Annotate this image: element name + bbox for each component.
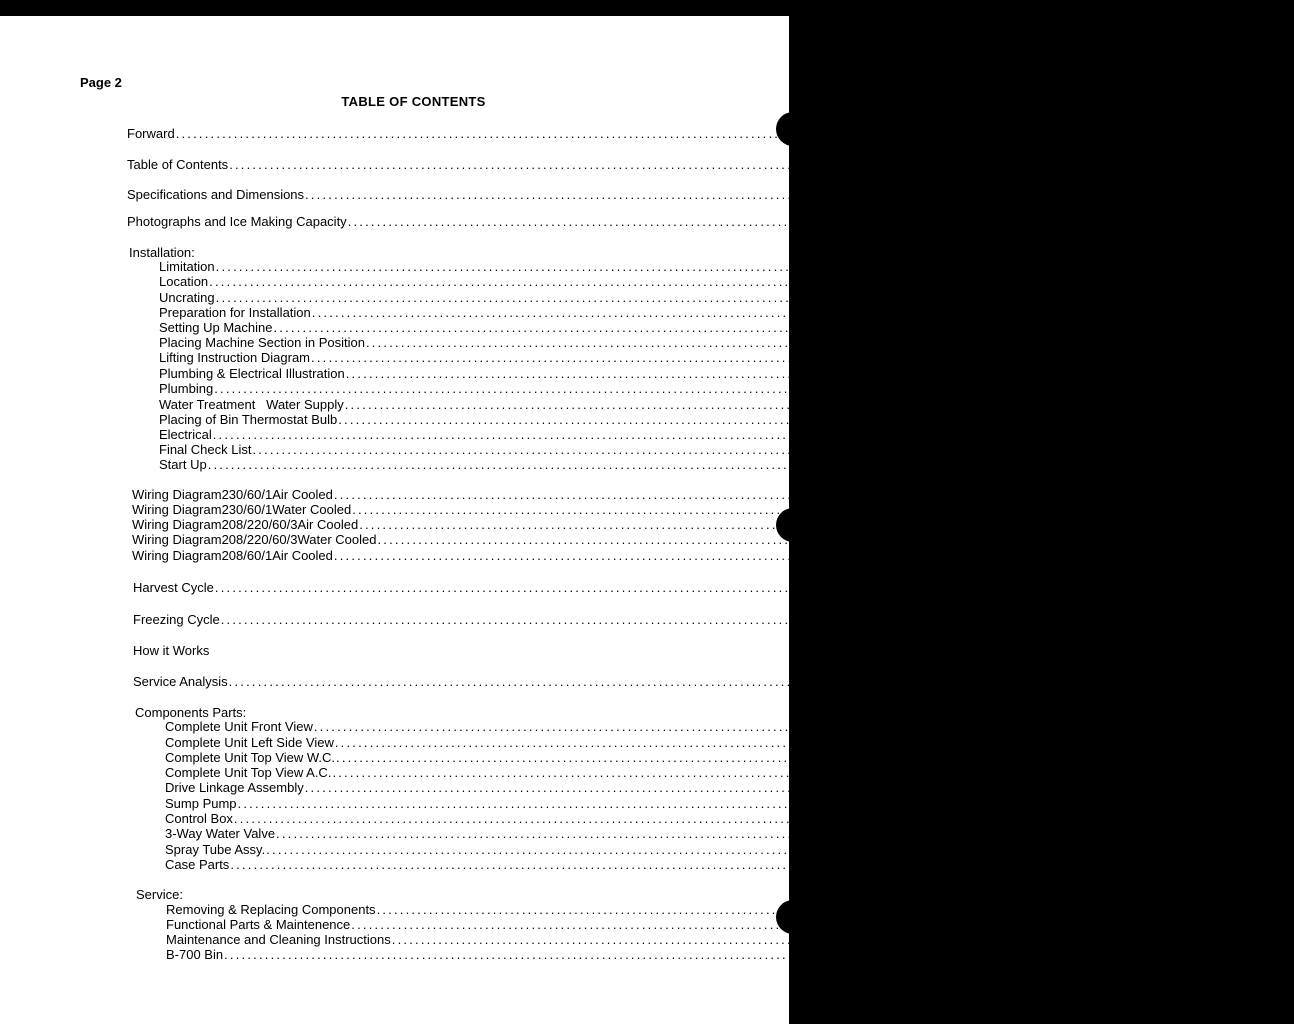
toc-entry bbox=[127, 126, 1068, 142]
wiring-type: Water Cooled bbox=[297, 532, 377, 547]
toc-entry bbox=[127, 214, 1240, 230]
dot-leader: ........................................................................................................................................................ bbox=[359, 517, 1243, 532]
service-item bbox=[166, 917, 1269, 933]
dot-leader: ........................................................................................................................................................ bbox=[212, 427, 1097, 442]
entry-label: Electrical bbox=[159, 427, 212, 442]
wiring-voltage: 230/60/1 bbox=[221, 502, 273, 517]
entry-label: Plumbing & Electrical Illustration bbox=[159, 366, 345, 381]
dot-leader: ........................................................................................................................................................ bbox=[237, 796, 1121, 811]
dot-leader: ........................................................................................................................................................ bbox=[304, 780, 1189, 795]
entry-page: 31 bbox=[1220, 750, 1235, 765]
page-label: Page 2 bbox=[80, 75, 122, 90]
dot-leader: ........................................................................................................................................................ bbox=[215, 259, 1100, 274]
entry-page: 25-28 bbox=[1113, 674, 1147, 689]
entry-label: Sump Pump bbox=[165, 796, 237, 811]
entry-label: Complete Unit Left Side View bbox=[165, 735, 334, 750]
dot-leader: ........................................................................................................................................................ bbox=[352, 502, 1236, 517]
dot-leader: ........................................................................................................................................................ bbox=[333, 548, 1218, 563]
service-item bbox=[166, 902, 1294, 918]
service-item bbox=[166, 932, 1291, 948]
component-item bbox=[165, 750, 1235, 766]
component-item bbox=[165, 719, 1213, 735]
component-item bbox=[165, 765, 1232, 781]
entry-label: Wiring Diagram bbox=[132, 532, 222, 547]
dot-leader: ........................................................................................................................................................ bbox=[209, 274, 1093, 289]
entry-label: B-700 Bin bbox=[166, 947, 224, 962]
dot-leader: ........................................................................................................................................................ bbox=[175, 126, 1060, 141]
installation-item bbox=[159, 320, 1166, 336]
entry-page: 15 bbox=[1218, 487, 1233, 502]
dot-leader: ........................................................................................................................................................ bbox=[345, 366, 1230, 381]
component-item bbox=[165, 857, 1130, 873]
entry-page: 45 bbox=[1276, 932, 1291, 947]
dot-leader: ........................................................................................................................................................ bbox=[347, 214, 1232, 229]
entry-label: Location bbox=[159, 274, 209, 289]
dot-leader: ........................................................................................................................................................ bbox=[311, 305, 1196, 320]
entry-page: 12 bbox=[1222, 412, 1238, 427]
wiring-entry bbox=[132, 502, 1252, 518]
service-heading: Service: bbox=[136, 887, 183, 902]
dot-leader: ........................................................................................................................................................ bbox=[273, 320, 1157, 335]
how-it-works-entry: How it Works bbox=[133, 643, 210, 658]
installation-item bbox=[159, 259, 1108, 275]
entry-page: 21-22 bbox=[1099, 580, 1133, 595]
entry-label: Placing Machine Section in Position bbox=[159, 335, 365, 350]
installation-item bbox=[159, 305, 1204, 321]
entry-label: Wiring Diagram bbox=[132, 487, 222, 502]
entry-label: Complete Unit Top View A.C. bbox=[165, 765, 332, 780]
entry-label: Case Parts bbox=[165, 857, 230, 872]
service-item bbox=[166, 947, 1123, 963]
entry-page: 8 bbox=[1157, 320, 1166, 335]
entry-label: Freezing Cycle bbox=[133, 612, 220, 627]
entry-page: 17 bbox=[1243, 517, 1259, 532]
component-item bbox=[165, 842, 1166, 858]
entry-page: 16 bbox=[1236, 502, 1252, 517]
installation-item bbox=[159, 457, 1107, 473]
entry-label: Wiring Diagram bbox=[132, 517, 222, 532]
dot-leader: ........................................................................................................................................................ bbox=[336, 750, 1220, 765]
installation-item bbox=[159, 381, 1113, 397]
components-heading: Components Parts: bbox=[135, 705, 247, 720]
entry-page: 38 bbox=[1114, 857, 1130, 872]
entry-label: Complete Unit Front View bbox=[165, 719, 313, 734]
entry-page: 4 bbox=[1232, 214, 1240, 229]
installation-item bbox=[159, 442, 1152, 458]
toc-entry bbox=[133, 674, 1147, 690]
entry-label: Plumbing bbox=[159, 381, 214, 396]
wiring-voltage: 208/220/60/3 bbox=[221, 532, 298, 547]
dot-leader: ........................................................................................................................................................ bbox=[332, 765, 1216, 780]
entry-page: 2 bbox=[1113, 157, 1121, 172]
installation-item bbox=[159, 397, 1243, 413]
dot-leader: ........................................................................................................................................................ bbox=[313, 719, 1198, 734]
entry-page: 10 bbox=[1230, 366, 1245, 381]
entry-page: 35 bbox=[1118, 811, 1133, 826]
entry-page: 1 bbox=[1060, 126, 1068, 141]
toc-entry bbox=[127, 157, 1121, 173]
wiring-entry bbox=[132, 517, 1259, 533]
entry-page: 36 bbox=[1160, 826, 1175, 841]
entry-label: Functional Parts & Maintenence bbox=[166, 917, 351, 932]
dot-leader: ........................................................................................................................................................ bbox=[311, 350, 1195, 365]
entry-label: Lifting Instruction Diagram bbox=[159, 350, 311, 365]
installation-item bbox=[159, 274, 1101, 290]
page-title: TABLE OF CONTENTS bbox=[341, 94, 486, 109]
entry-label: Harvest Cycle bbox=[133, 580, 214, 595]
dot-leader: ........................................................................................................................................................ bbox=[207, 457, 1092, 472]
entry-label: Photographs and Ice Making Capacity bbox=[127, 214, 347, 229]
dot-leader: ........................................................................................................................................................ bbox=[305, 187, 1189, 202]
entry-label: Table of Contents bbox=[127, 157, 229, 172]
entry-page: 23-24 bbox=[1105, 612, 1139, 627]
entry-label: Complete Unit Top View W.C. bbox=[165, 750, 336, 765]
entry-page: 14 bbox=[1092, 457, 1107, 472]
dot-leader: ........................................................................................................................................................ bbox=[214, 381, 1098, 396]
dot-leader: ........................................................................................................................................................ bbox=[266, 842, 1150, 857]
dot-leader: ........................................................................................................................................................ bbox=[276, 826, 1160, 841]
toc-entry bbox=[127, 187, 1213, 203]
dot-leader: ........................................................................................................................................................ bbox=[252, 442, 1136, 457]
installation-item bbox=[159, 427, 1112, 443]
entry-label: Maintenance and Cleaning Instructions bbox=[166, 932, 391, 947]
dot-leader: ........................................................................................................................................................ bbox=[391, 932, 1276, 947]
entry-label: Setting Up Machine bbox=[159, 320, 273, 335]
entry-page: 19 bbox=[1218, 548, 1233, 563]
wiring-type: Air Cooled bbox=[272, 548, 333, 563]
entry-label: Wiring Diagram bbox=[132, 502, 222, 517]
dot-leader: ........................................................................................................................................................ bbox=[233, 811, 1118, 826]
toc-entry bbox=[133, 612, 1139, 628]
entry-label: Specifications and Dimensions bbox=[127, 187, 305, 202]
entry-page: 41-44 bbox=[1235, 917, 1269, 932]
dot-leader: ........................................................................................................................................................ bbox=[230, 857, 1114, 872]
entry-label: Wiring Diagram bbox=[132, 548, 222, 563]
entry-page: 7 bbox=[1100, 290, 1108, 305]
entry-label: Preparation for Installation bbox=[159, 305, 311, 320]
dot-leader: ........................................................................................................................................................ bbox=[229, 157, 1113, 172]
entry-page: 30 bbox=[1219, 735, 1234, 750]
entry-page: 8 bbox=[1250, 335, 1258, 350]
entry-page: 34 bbox=[1121, 796, 1137, 811]
wiring-type: Air Cooled bbox=[272, 487, 333, 502]
entry-page: 29 bbox=[1198, 719, 1213, 734]
entry-page: 32 bbox=[1216, 765, 1232, 780]
dot-leader: ........................................................................................................................................................ bbox=[365, 335, 1250, 350]
dot-leader: ........................................................................................................................................................ bbox=[338, 412, 1222, 427]
entry-label: Start Up bbox=[159, 457, 207, 472]
dot-leader: ........................................................................................................................................................ bbox=[214, 580, 1099, 595]
entry-label: Forward bbox=[127, 126, 175, 141]
entry-page: 3&5 bbox=[1189, 187, 1213, 202]
dot-leader: ........................................................................................................................................................ bbox=[344, 397, 1229, 412]
entry-page: 8 bbox=[1196, 305, 1204, 320]
dot-leader: ........................................................................................................................................................ bbox=[376, 902, 1260, 917]
wiring-type: Water Cooled bbox=[272, 502, 352, 517]
entry-label: Water Treatment Water Supply bbox=[159, 397, 344, 412]
dot-leader: ........................................................................................................................................................ bbox=[334, 735, 1219, 750]
wiring-voltage: 208/60/1 bbox=[221, 548, 273, 563]
component-item bbox=[165, 780, 1204, 796]
entry-label: Removing & Replacing Components bbox=[166, 902, 376, 917]
entry-label: Uncrating bbox=[159, 290, 215, 305]
entry-label: Spray Tube Assy. bbox=[165, 842, 266, 857]
entry-page: 11 bbox=[1229, 397, 1243, 412]
entry-page: 33 bbox=[1189, 780, 1204, 795]
wiring-entry bbox=[132, 487, 1233, 503]
toc-entry bbox=[133, 580, 1133, 596]
wiring-voltage: 230/60/1 bbox=[221, 487, 273, 502]
installation-item bbox=[159, 335, 1258, 351]
installation-heading: Installation: bbox=[129, 245, 195, 260]
entry-page: 11 bbox=[1098, 381, 1113, 396]
entry-label: Service Analysis bbox=[133, 674, 228, 689]
entry-label: Control Box bbox=[165, 811, 233, 826]
entry-page: 13 bbox=[1136, 442, 1152, 457]
dot-leader: ........................................................................................................................................................ bbox=[224, 947, 1108, 962]
dot-leader: ........................................................................................................................................................ bbox=[351, 917, 1235, 932]
installation-item bbox=[159, 412, 1238, 428]
component-item bbox=[165, 826, 1175, 842]
dot-leader: ........................................................................................................................................................ bbox=[228, 674, 1113, 689]
dot-leader: ........................................................................................................................................................ bbox=[377, 532, 1261, 547]
installation-item bbox=[159, 366, 1245, 382]
wiring-entry bbox=[132, 548, 1233, 564]
entry-page: 46 bbox=[1108, 947, 1123, 962]
installation-item bbox=[159, 350, 1203, 366]
wiring-voltage: 208/220/60/3 bbox=[221, 517, 298, 532]
installation-item bbox=[159, 290, 1108, 306]
entry-page: 7 bbox=[1093, 274, 1101, 289]
dot-leader: ........................................................................................................................................................ bbox=[215, 290, 1100, 305]
entry-label: Final Check List bbox=[159, 442, 252, 457]
component-item bbox=[165, 735, 1234, 751]
dot-leader: ........................................................................................................................................................ bbox=[220, 612, 1105, 627]
entry-page: 18 bbox=[1261, 532, 1277, 547]
entry-label: Placing of Bin Thermostat Bulb bbox=[159, 412, 338, 427]
entry-page: 9 bbox=[1195, 350, 1203, 365]
entry-label: 3-Way Water Valve bbox=[165, 826, 276, 841]
entry-label: Limitation bbox=[159, 259, 215, 274]
entry-label: Drive Linkage Assembly bbox=[165, 780, 304, 795]
entry-page: 37 bbox=[1150, 842, 1166, 857]
entry-page: 6 bbox=[1100, 259, 1108, 274]
entry-page: 39-40 bbox=[1260, 902, 1294, 917]
entry-page: 12 bbox=[1097, 427, 1112, 442]
component-item bbox=[165, 796, 1137, 812]
dot-leader: ........................................................................................................................................................ bbox=[333, 487, 1218, 502]
wiring-entry bbox=[132, 532, 1277, 548]
wiring-type: Air Cooled bbox=[297, 517, 359, 532]
component-item bbox=[165, 811, 1133, 827]
